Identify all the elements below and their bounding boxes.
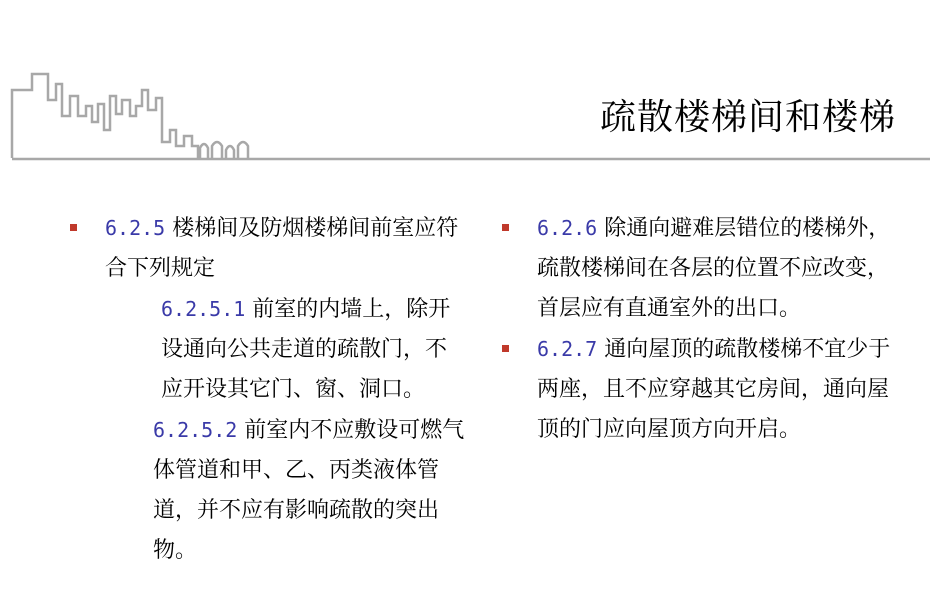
list-item [105,208,465,289]
bullet-square-icon [502,224,509,231]
page-title: 疏散楼梯间和楼梯 [599,97,896,138]
list-item [537,329,907,450]
sub-clause-number: 6.2.5.2 [153,418,238,442]
sub-clause-number: 6.2.5.1 [161,297,246,321]
right-column [537,208,907,450]
sub-clause [105,410,465,571]
clause-number: 6.2.7 [537,337,598,361]
clause-number: 6.2.6 [537,216,598,240]
list-item [537,208,907,329]
sub-clause-text: 前室内不应敷设可燃气体管道和甲、乙、丙类液体管道，并不应有影响疏散的突出物。 [153,418,465,563]
clause-number: 6.2.5 [105,216,166,240]
bullet-square-icon [70,224,77,231]
clause-text: 通向屋顶的疏散楼梯不宜少于两座，且不应穿越其它房间，通向屋顶的门应向屋顶方向开启。 [537,337,891,442]
clause-text: 楼梯间及防烟楼梯间前室应符合下列规定 [105,216,459,281]
left-column [105,208,465,571]
sub-clause-text: 前室的内墙上，除开设通向公共走道的疏散门，不应开设其它门、窗、洞口。 [161,297,451,402]
clause-text: 除通向避难层错位的楼梯外，疏散楼梯间在各层的位置不应改变，首层应有直通室外的出口。 [537,216,891,321]
bullet-square-icon [502,345,509,352]
sub-clause [105,289,465,410]
